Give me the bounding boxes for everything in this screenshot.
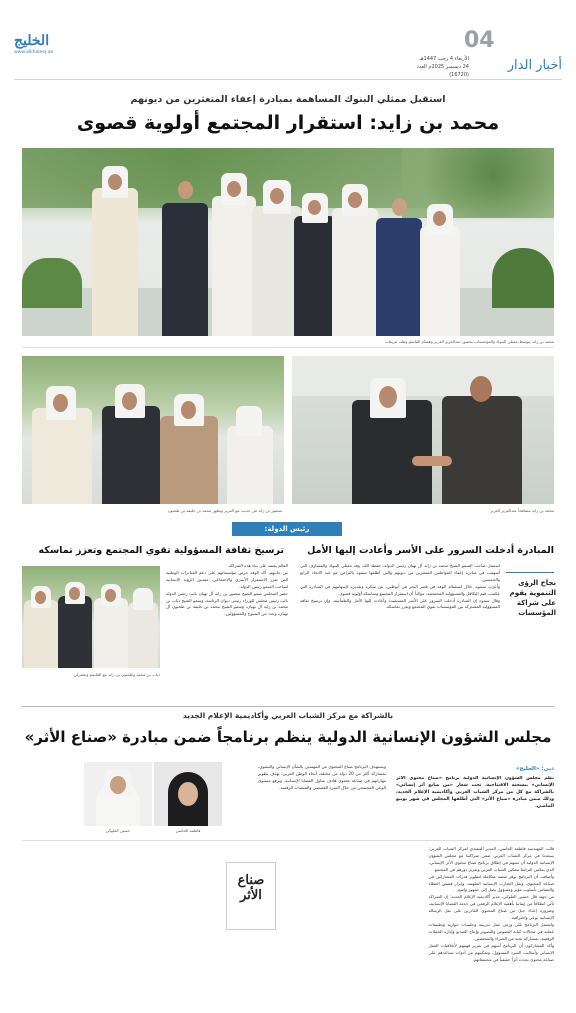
subhead-right: المبادرة أدخلت السرور على الأسر وأعادت إليها الأمل — [307, 545, 554, 556]
person2-caption: حسين العلوكي — [105, 828, 131, 833]
handshake-caption: محمد بن زايد مصافحاً عبدالعزيز الغرير — [490, 508, 554, 513]
date-line: الأربعاء 4 رجب 1447هـ 24 ديسمبر 2025م العدد (16720) — [416, 56, 469, 78]
lead-photo-caption: محمد بن زايد يتوسط ممثلي البنوك والمؤسسات بحضور عبدالعزيز الغرير وهشام القاسم وطه، عريقات — [384, 339, 554, 344]
lead-kicker: استقبل ممثلي البنوك المساهمة بمبادرة إعفاء المتعثرين من ديونهم — [130, 94, 446, 105]
lead-photo — [22, 148, 554, 336]
masthead — [14, 30, 562, 80]
president-body-right: استقبل صاحب السمو الشيخ محمد بن زايد آل نهيان رئيس الدولة، حفظه الله، وفد ممثلي البنوك والمصارف التي أسهمت في مبادرة إعفاء المواطنين المتعثرين من ديونهم والتي أطلقها سموه بالتزامن مع عيد الاتحاد الرابع والخمسين. وأعرب سموه، خلال استقباله الوفد في قصر البحر في أبوظبي، عن شكره وتقديره لإسهامهم في المبادرة التي عكست قيم التكافل والمسؤولية المجتمعية، مؤكداً أن استقرار المجتمع وتماسكه أولوية قصوى. وقال سموه إن المبادرة أدخلت السرور على الأسر المستفيدة وأعادت إليها الأمل والطمأنينة، وإن ترسيخ ثقافة المسؤولية المشتركة بين المؤسسات يقوي المجتمع ويعزز تماسكه. — [300, 563, 500, 610]
section-name: أخبار الدار — [507, 58, 562, 73]
president-body-left: العالم يعتمد على بناء هذه الشراكة. من جانبهم، أكد الوفد حرص مؤسساتهم على دعم المبادرات الوطنية التي تعزز الاستقرار الأسري والاجتماعي، مثمنين الرؤية الإنسانية لصاحب السمو رئيس الدولة. حضر المجلس سمو الشيخ منصور بن زايد آل نهيان نائب رئيس الدولة نائب رئيس مجلس الوزراء رئيس ديوان الرئاسة، وسمو الشيخ ذياب بن محمد بن زايد آل نهيان، وسمو الشيخ محمد بن خليفة بن طحنون آل نهيان، وعدد من الشيوخ والمسؤولين. — [166, 563, 288, 617]
byline: دبي: «الخليج» — [515, 766, 554, 772]
person1-caption: فاطمة الحاسي — [175, 828, 201, 833]
president-label: رئيس الدولة: — [232, 522, 342, 536]
partner-mid-body: ويستهدف البرنامج صناع المحتوى من المهتمين بالشأن الإنساني والتنموي، بمشاركة أكثر من 20 دولة من مختلف أنحاء الوطن العربي، بهدف تطوير مهاراتهم في صناعة محتوى هادف يتناول القضايا الإنسانية، ويرفع مستوى الوعي المجتمعي من خلال السرد القصصي والمنصات الرقمية. — [258, 764, 386, 790]
guests-photo — [22, 566, 160, 668]
partner-columns-body: قالت المهندسة فاطمة الحاسي، المدير التنفيذي لمركز الشباب العربي: يسعدنا في مركز الشباب العربي ضمن شراكتنا مع مجلس الشؤون الإنسانية الدولية أن نسهم في إطلاق برنامج صناع محتوى الأثر الإنساني، الذي يعكس التزامنا بتمكين الشباب العربي وتعزيز دورهم في المجتمع. وأضافت أن البرنامج يوفر منصة متكاملة لتطوير قدرات المشاركين في صناعة المحتوى، ونقل التجارب الإنسانية الملهمة، وإبراز قصص العطاء والتضامن بأسلوب مؤثر ومسؤول يصل إلى جمهور واسع. من جهته قال حسين العلوكي، مدير أكاديمية الإعلام الجديد: إن الشراكة تأتي انطلاقاً من إيماننا بأهمية الإعلام الرقمي في خدمة القضايا الإنسانية، وضرورة إعداد جيل من صناع المحتوى القادرين على نقل الرسالة الإنسانية بوعي واحترافية. واشتمل البرنامج على ورش عمل تدريبية وجلسات حوارية وتطبيقات عملية في مجالات كتابة النصوص والتصوير وإنتاج الفيديو وإدارة الحملات الرقمية، بمشاركة نخبة من الخبراء والمختصين. وأكد المشاركون أن البرنامج أسهم في تعزيز فهمهم لأخلاقيات العمل الإنساني وأساليب السرد المسؤول، وتمكينهم من أدوات تساعدهم على صناعة محتوى يحدث أثراً حقيقياً في مجتمعاتهم. — [428, 846, 554, 962]
subhead-left: ترسيخ ثقافة المسؤولية تقوي المجتمع وتعزز تماسكه — [38, 545, 284, 556]
newspaper-logo: الخليج www.alkhaleej.ae — [14, 33, 54, 55]
person2-photo — [84, 762, 152, 826]
page-number: 04 — [464, 28, 495, 53]
lead-headline: محمد بن زايد: استقرار المجتمع أولوية قصوى — [76, 112, 500, 134]
guests-caption: ذياب بن محمد وطحنون بن زايد مع القاسم وعصرلي — [73, 672, 160, 677]
impact-makers-logo: صناع الأثر — [226, 862, 276, 930]
partner-lead-body: نظم مجلس الشؤون الإنسانية الدولية برنامج «صناع محتوى الأثر الإنساني» بنسخته الافتتاحية، تحت شعار «من صانع أثر إنساني» بالشراكة مع كل من مركز الشباب العربي وأكاديمية الإعلام الجديد، وذلك ضمن مبادرة «صناع الأثر» التي أطلقها المجلس في شهر يونيو الماضي. — [396, 776, 554, 809]
site-url: www.alkhaleej.ae — [14, 50, 54, 55]
masthead-rule — [14, 79, 562, 80]
conversation-photo — [22, 356, 284, 504]
person1-photo — [154, 762, 222, 826]
handshake-photo — [292, 356, 554, 504]
partner-kicker: بالشراكة مع مركز الشباب العربي وأكاديمية الإعلام الجديد — [182, 711, 394, 720]
conversation-caption: منصور بن زايد في حديث مع الغرير ويظهر محمد بن خليفة بن طحنون — [167, 508, 282, 513]
partner-headline: مجلس الشؤون الإنسانية الدولية ينظم برنامجاً ضمن مبادرة «صناع الأثر» — [24, 728, 552, 746]
side-title: نجاح الرؤى التنموية يقوم على شراكة المؤسسات — [509, 579, 556, 617]
